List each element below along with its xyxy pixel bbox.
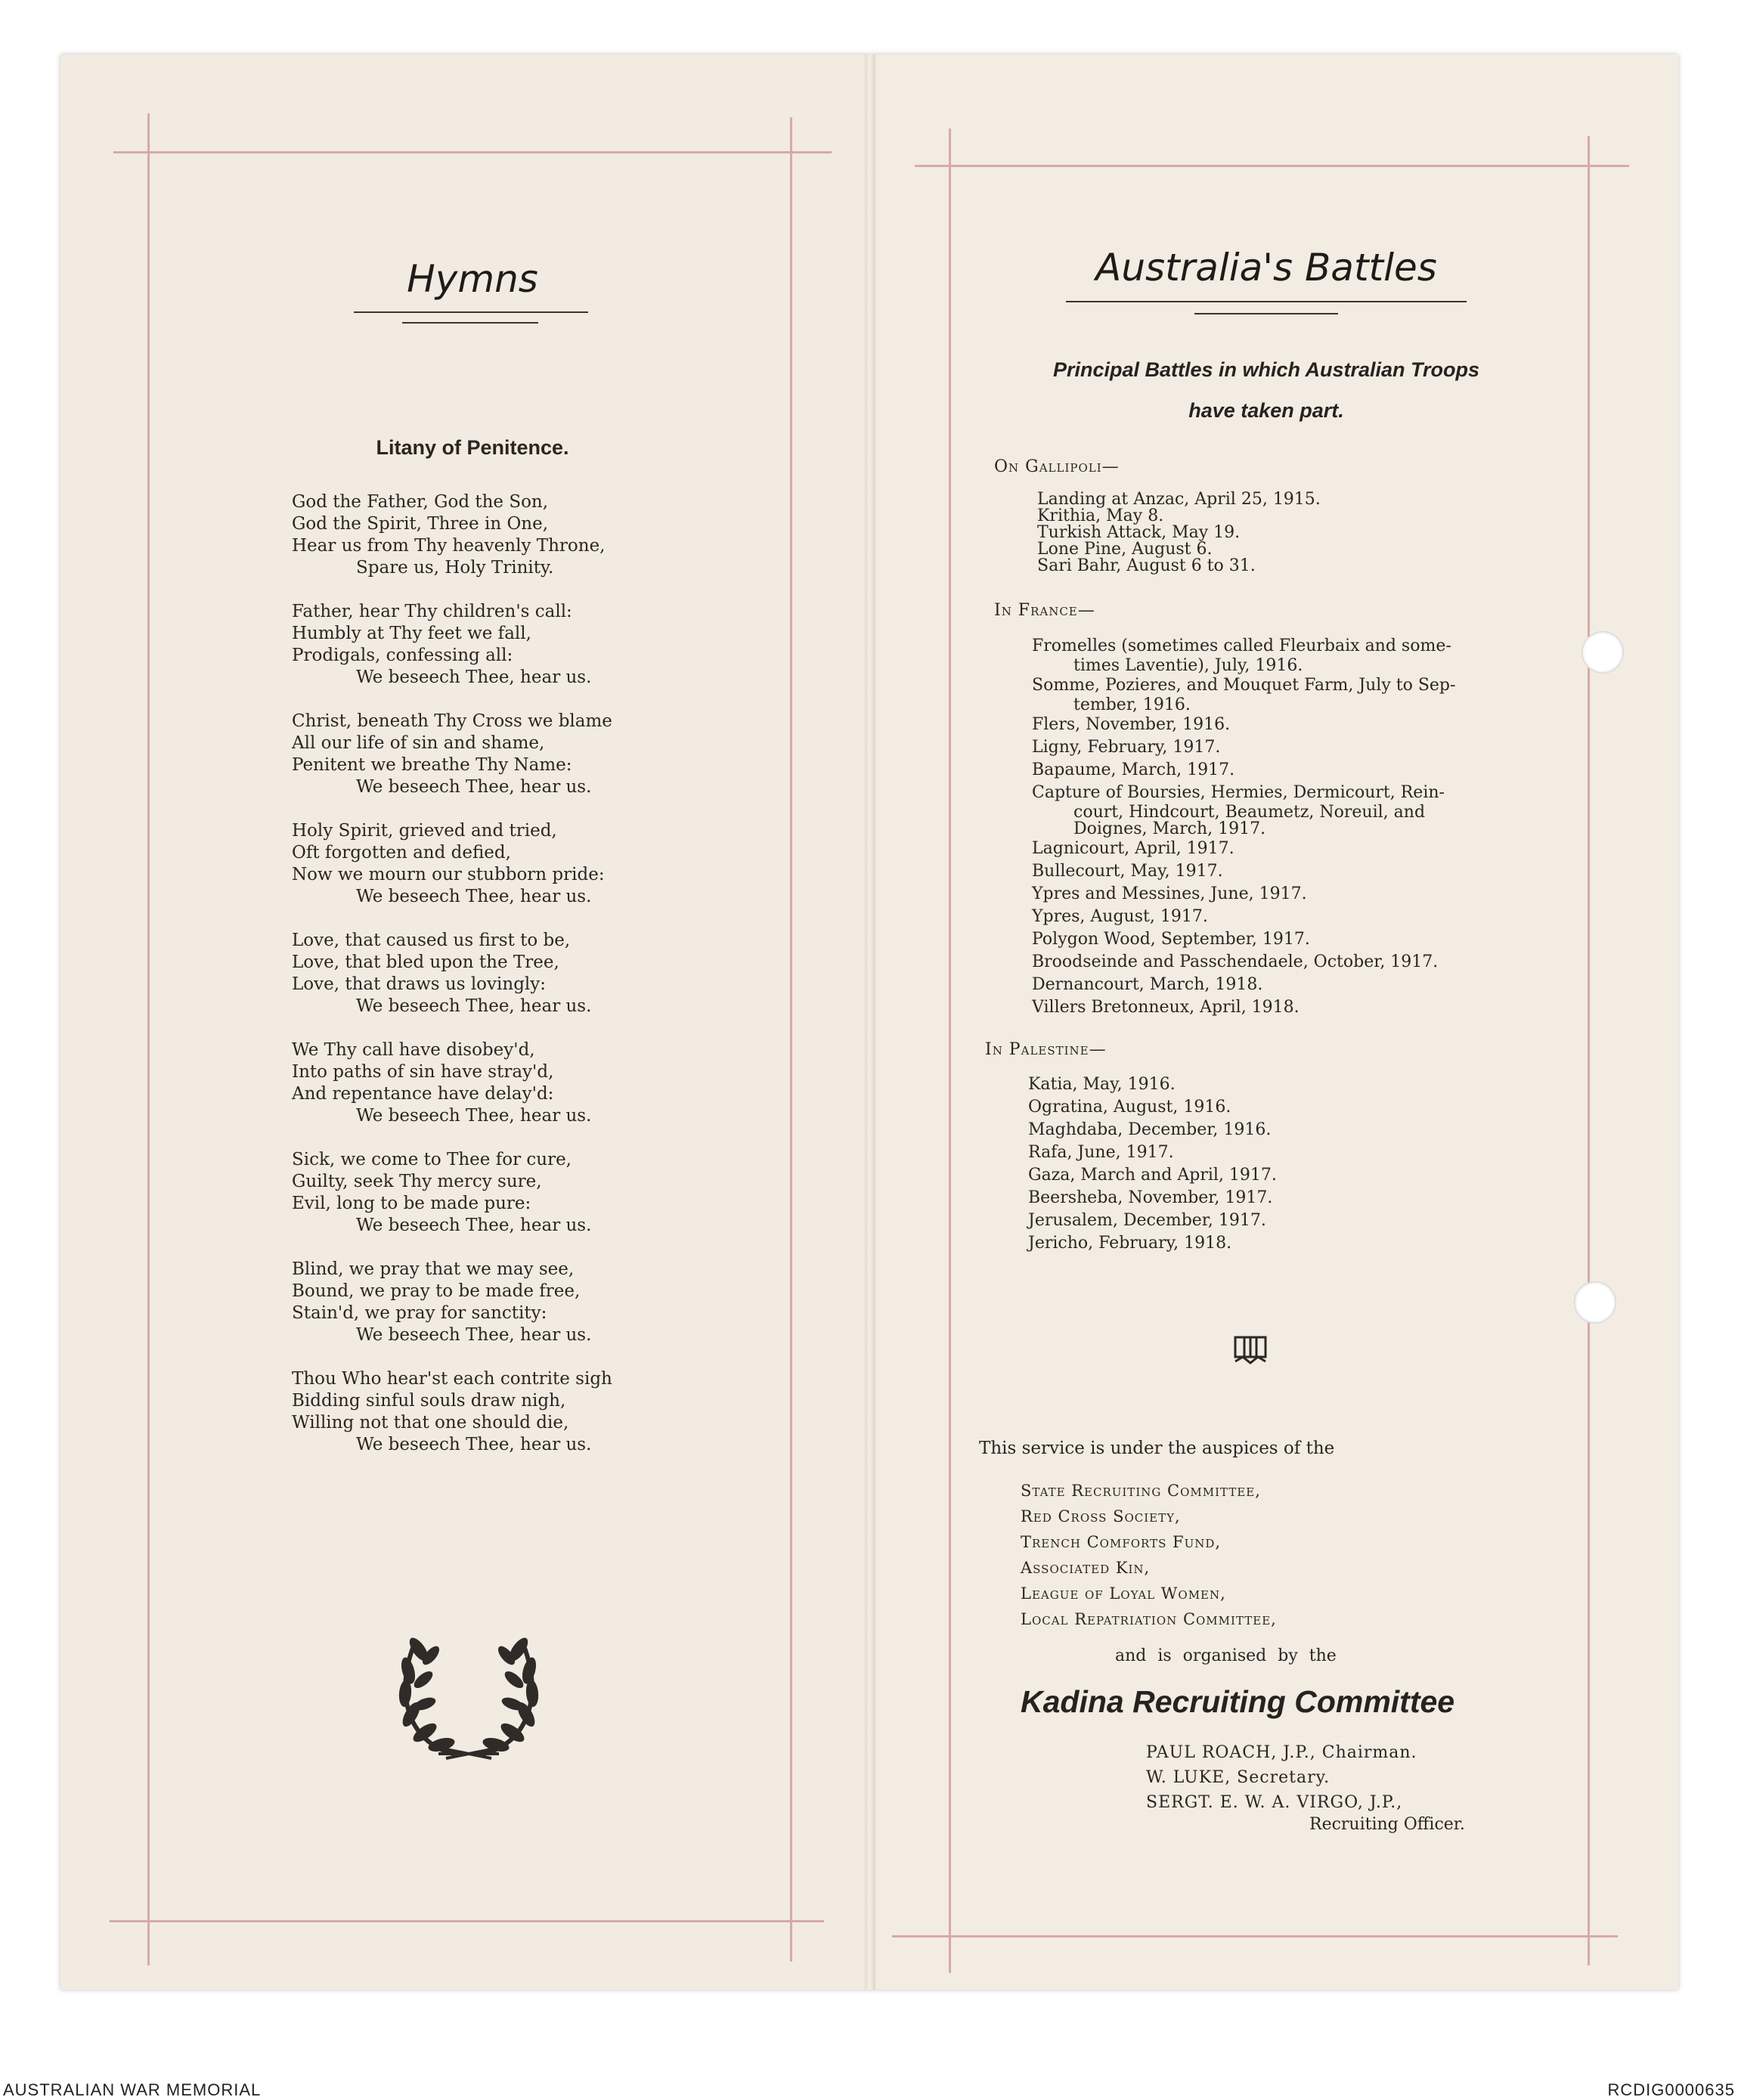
title-underline [1066,301,1467,302]
hymn-stanza [292,820,612,908]
france-heading: In France— [994,601,1095,620]
hymn-stanza [292,930,612,1017]
battle-item: Flers, November, 1916. [1032,715,1231,734]
battle-item: Ligny, February, 1917. [1032,738,1221,757]
committee-name: Kadina Recruiting Committee [1021,1684,1455,1719]
member-role: Recruiting Officer. [1309,1815,1465,1834]
border-bottom-right [892,1935,1618,1937]
hymn-line: Hear us from Thy heavenly Throne, [292,536,606,556]
auspices-org: Local Repatriation Committee, [1021,1610,1277,1628]
organised-by: and is organised by the [1115,1646,1337,1665]
hymn-stanza [292,1259,612,1346]
battle-item: tember, 1916. [1073,695,1191,714]
battle-item: Landing at Anzac, April 25, 1915. [1037,490,1321,509]
gallipoli-heading: On Gallipoli— [994,457,1120,476]
auspices-org-list [1021,1478,1277,1632]
punch-hole [1574,1281,1616,1324]
hymn-line: We beseech Thee, hear us. [356,1435,592,1454]
palestine-heading: In Palestine— [985,1040,1107,1059]
hymn-line: We beseech Thee, hear us. [356,996,592,1016]
hymn-line: Oft forgotten and defied, [292,843,511,863]
hymn-line: We beseech Thee, hear us. [356,887,592,906]
footer-left: AUSTRALIAN WAR MEMORIAL [3,2080,262,2099]
border-bottom-left [110,1920,824,1922]
battle-item: Ogratina, August, 1916. [1028,1098,1231,1117]
hymn-line: Thou Who hear'st each contrite sigh [292,1369,612,1389]
battle-item: Broodseinde and Passchendaele, October, 1917. [1032,952,1439,971]
punch-hole [1581,631,1624,674]
footer-right: RCDIG0000635 [1607,2080,1735,2099]
france-list [1032,635,1455,1019]
committee-member: SERGT. E. W. A. VIRGO, J.P., [1146,1793,1403,1812]
hymn-line: Love, that caused us first to be, [292,931,571,950]
hymn-line: We beseech Thee, hear us. [356,1325,592,1345]
hymn-line: Bidding sinful souls draw nigh, [292,1391,566,1411]
hymn-line: Love, that bled upon the Tree, [292,952,559,972]
battle-item: Katia, May, 1916. [1028,1075,1176,1094]
hymn-line: Penitent we breathe Thy Name: [292,755,572,775]
battle-item: Rafa, June, 1917. [1028,1143,1174,1162]
hymn-line: We Thy call have disobey'd, [292,1040,535,1060]
hymn-line: Prodigals, confessing all: [292,646,513,665]
hymn-line: We beseech Thee, hear us. [356,667,592,687]
battle-item: Villers Bretonneux, April, 1918. [1032,998,1300,1017]
hymn-line: Evil, long to be made pure: [292,1194,531,1213]
battle-item: Gaza, March and April, 1917. [1028,1166,1277,1185]
auspices-org: Trench Comforts Fund, [1021,1533,1222,1551]
hymn-stanza [292,1039,612,1127]
hymn-line: We beseech Thee, hear us. [356,1216,592,1235]
title-underline [354,311,588,313]
hymn-line: And repentance have delay'd: [292,1084,554,1104]
page-gutter [865,54,875,1990]
battle-item: Doignes, March, 1917. [1073,819,1266,838]
battle-item: Lagnicourt, April, 1917. [1032,839,1234,858]
hymn-stanza [292,711,612,798]
battle-item: Dernancourt, March, 1918. [1032,975,1263,994]
battles-title: Australia's Battles [1095,246,1437,290]
hymn-line: Sick, we come to Thee for cure, [292,1150,572,1169]
battle-item: Turkish Attack, May 19. [1037,523,1241,542]
border-leftside-right [949,129,951,1973]
auspices-org: Red Cross Society, [1021,1507,1181,1525]
hymn-line: We beseech Thee, hear us. [356,1106,592,1126]
hymn-body [292,491,612,1478]
hymn-line: Guilty, seek Thy mercy sure, [292,1172,542,1191]
hymn-line: God the Father, God the Son, [292,492,549,512]
battle-item: Beersheba, November, 1917. [1028,1188,1273,1207]
hymn-line: Stain'd, we pray for sanctity: [292,1303,547,1323]
title-underline-short [402,322,538,324]
battle-item: Lone Pine, August 6. [1037,540,1213,559]
battles-subtitle [975,349,1557,431]
hymn-line: Into paths of sin have stray'd, [292,1062,554,1082]
hymn-line: Blind, we pray that we may see, [292,1259,575,1279]
hymn-stanza [292,491,612,579]
laurel-wreath-icon [386,1610,552,1761]
battle-item: Somme, Pozieres, and Mouquet Farm, July to Sep- [1032,676,1456,695]
battle-item: Maghdaba, December, 1916. [1028,1120,1272,1139]
battle-item: Ypres and Messines, June, 1917. [1032,884,1307,903]
battle-item: Krithia, May 8. [1037,506,1164,525]
battle-item: Capture of Boursies, Hermies, Dermicourt, Rein- [1032,783,1445,802]
hymn-line: Holy Spirit, grieved and tried, [292,821,557,841]
border-top-right [915,165,1629,167]
battle-item: times Laventie), July, 1916. [1073,656,1303,675]
hymn-stanza [292,1368,612,1456]
border-leftside-left [147,113,150,1965]
hymn-line: We beseech Thee, hear us. [356,777,592,797]
battle-item: Polygon Wood, September, 1917. [1032,930,1310,949]
hymn-line: Love, that draws us lovingly: [292,974,547,994]
hymn-line: Bound, we pray to be made free, [292,1281,581,1301]
hymn-line: Now we mourn our stubborn pride: [292,865,605,884]
hymn-line: Spare us, Holy Trinity. [356,558,554,578]
hymn-line: Humbly at Thy feet we fall, [292,624,531,643]
border-top-left [113,151,832,153]
palestine-list [1028,1073,1277,1255]
auspices-org: League of Loyal Women, [1021,1584,1226,1603]
battle-item: Jerusalem, December, 1917. [1028,1211,1266,1230]
auspices-org: Associated Kin, [1021,1559,1151,1577]
battle-item: Fromelles (sometimes called Fleurbaix and some- [1032,637,1451,655]
auspices-org: State Recruiting Committee, [1021,1482,1261,1500]
gallipoli-list [1037,491,1321,575]
battle-item: Sari Bahr, August 6 to 31. [1037,556,1256,575]
battle-item: Ypres, August, 1917. [1032,907,1208,926]
subtitle-line-1: Principal Battles in which Australian Troops [1052,358,1480,381]
hymn-stanza [292,601,612,689]
hymn-line: Father, hear Thy children's call: [292,602,572,621]
hymn-stanza [292,1149,612,1237]
border-rightside-right [1588,136,1590,1965]
battle-item: court, Hindcourt, Beaumetz, Noreuil, and [1073,803,1426,822]
title-underline-short [1194,313,1338,314]
hymn-line: Willing not that one should die, [292,1413,569,1433]
hymn-line: All our life of sin and shame, [292,733,545,753]
hymns-title: Hymns [407,257,538,301]
committee-member: W. LUKE, Secretary. [1146,1768,1331,1787]
litany-subtitle: Litany of Penitence. [376,436,569,459]
border-rightside-left [790,117,792,1962]
printer-ornament-icon [1232,1334,1269,1366]
subtitle-line-2: have taken part. [1188,399,1344,422]
committee-members [1146,1740,1417,1815]
battle-item: Jericho, February, 1918. [1028,1234,1232,1253]
battle-item: Bullecourt, May, 1917. [1032,862,1223,881]
hymn-line: God the Spirit, Three in One, [292,514,549,534]
battle-item: Bapaume, March, 1917. [1032,760,1235,779]
hymn-line: Christ, beneath Thy Cross we blame [292,711,612,731]
committee-member: PAUL ROACH, J.P., Chairman. [1146,1743,1417,1762]
auspices-intro: This service is under the auspices of the [979,1439,1335,1458]
